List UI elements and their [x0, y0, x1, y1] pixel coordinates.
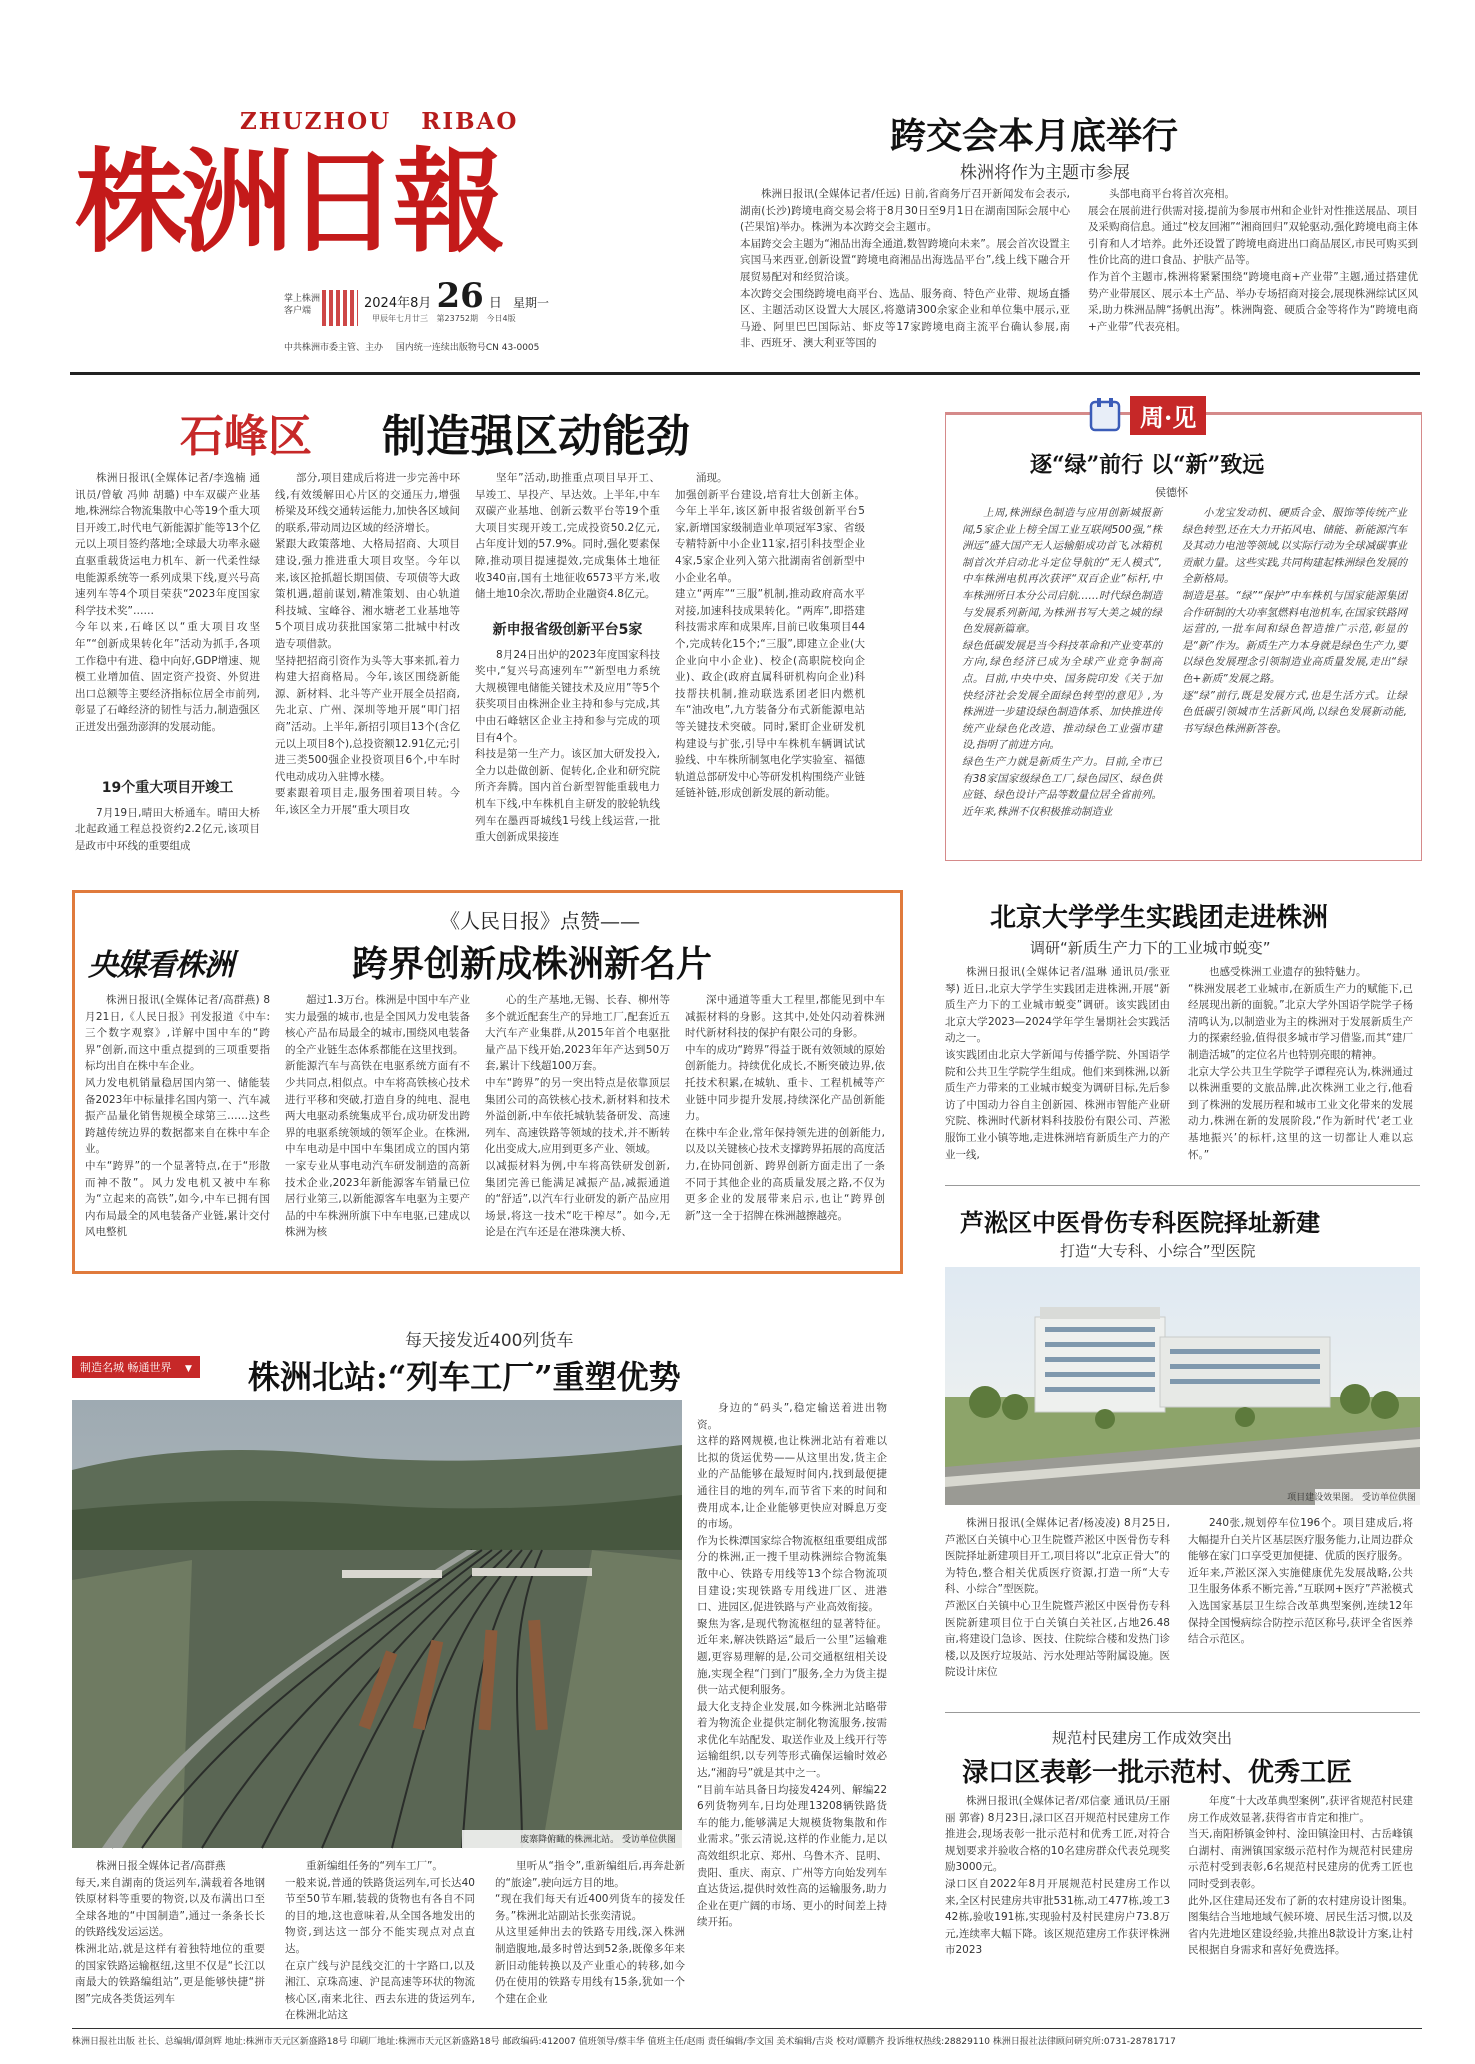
train-column-right [697, 1400, 887, 1929]
zhoujian-column-1 [962, 505, 1162, 845]
luokou-text-2: 年度“十大改革典型案例”,获评省规范村民建房工作成效显著,获得省市肯定和推广。 当天,南阳桥镇金钟村、淦田镇淦田村、古岳峰镇白湖村、南洲镇国家级示范村作为规范村民建房示范村受到表彰,6名规范村民建房的优秀工匠也同时受到表彰。 此外,区住建局还发布了新的农村建房设计图集。图集结合当地地域气候环境、居民生活习惯,以及省内先进地区建设经验,共推出8款设计方案,让村民根据自身需求和喜好免费选择。 [1188, 1795, 1413, 1957]
shifeng-text-4: 涌现。 加强创新平台建设,培育壮大创新主体。今年上半年,该区新申报省级创新平台5家,新增国家级制造业单项冠军3家、省级专精特新中小企业11家,招引科技型企业4家,5家企业列入第六批湖南省创新型中小企业名单。 建立“两库”“三服”机制,推动政府高水平对接,加速科技成果转化。“两库”,即搭建科技需求库和成果库,目前已收集项目44个,完成转化15个;“三服”,即建立企业(大企业向中小企业)、校企(高职院校向企业)、政企(政府直属科研机构向企业)科技帮扶机制,推动联选系团老旧内燃机车“油改电”,九方装备分布式新能源电站等关键技术突破。同时,紧盯企业研发机构建设与扩张,引导中车株机车辆调试试验线、中车株所制氢电化学实验室、福德轨道总部研发中心等研发机构围绕产业链延链补链,形成创新发展的新动能。 [675, 472, 865, 800]
pku-column-1 [945, 964, 1170, 1174]
hospital-rendering-image [945, 1267, 1420, 1505]
date-day: 26 [436, 276, 484, 316]
renmin-column-4 [685, 992, 885, 1257]
train-text-right: 身边的“码头”,稳定输送着进出物资。 这样的路网规模,也让株洲北站有着难以比拟的货运优势——从这里出发,货主企业的产品能够在最短时间内,找到最便捷通往目的地的列车,而节省下来的时间和费用成本,让企业能够更快应对瞬息万变的市场。 作为长株潭国家综合物流枢纽重要组成部分的株洲,正一搜千里动株洲综合物流集散中心、铁路专用线等13个综合物流项目建设;实现铁路专用线进厂区、进港口、进园区,促进铁路与产业高效衔接。 聚焦为客,是现代物流枢纽的显著特征。近年来,解决铁路运“最后一公里”运输难题,更容易理解的是,公司交通枢纽相关设施,实现全程“门到门”服务,全力为货主提供一站式便利服务。 最大化支持企业发展,如今株洲北站略带着为物流企业提供定制化物流服务,按需求优化车站配发、取送作业及上线开行等运输组织,以专列等形式确保运输时效必达,“湘韵号”就是其中之一。 “目前车站具备日均接发424列、解编226列货物列车,日均处理13208辆铁路货车的能力,能够满足大规模货物集散和作业需求。”张云清说,这样的作业能力,足以高效组织北京、郑州、乌鲁木齐、昆明、贵阳、重庆、南京、广州等方向始发列车直达货运,提供时效性高的运输服务,助力企业在更广阔的市场、更小的时间差上持续开拓。 [697, 1402, 887, 1929]
page-count: 今日4版 [486, 314, 516, 323]
shifeng-text-1: 株洲日报讯(全媒体记者/李逸楠 通讯员/曾敏 冯帅 胡璐) 中车双碳产业基地,株洲综合物流集散中心等19个重大项目开竣工,时代电气新能源扩能等13个亿元以上项目签约落地;全球最大功率永磁直驱重载货运电力机车、新一代柔性绿电能源系统等一系列成果下线,夏兴号高速列车等4个项目荣获“2023年度国家科学技术奖”…… 今年以来,石峰区以“重大项目攻坚年”“创新成果转化年”活动为抓手,各项工作稳中有进、稳中向好,GDP增速、规模工业增加值、固定资产投资、外贸进出口总额等主要经济指标位居全市前列,彰显了石峰经济的韧性与活力,制造强区正迸发出强劲澎湃的发展动能。 [75, 472, 260, 733]
lead-text-1: 株洲日报讯(全媒体记者/任远) 日前,省商务厅召开新闻发布会表示,湖南(长沙)跨境电商交易会将于8月30日至9月1日在湖南国际会展中心(芒果馆)举办。株洲为本次跨交会主题市。 本届跨交会主题为“湘品出海全通道,数智跨境向未来”。展会首次设置主宾国马来西亚,创新设置“跨境电商湘品出海选品平台”,线上线下融合开展贸易配对和经贸洽谈。 本次跨交会围绕跨境电商平台、选品、服务商、特色产业带、规场直播区、主题活动区设置大大展区,将邀请300余家企业和单位集中展示,亚马逊、阿里巴巴国际站、虾皮等17家跨境电商主流平台确认参展,南非、西班牙、澳大利亚等国的 [740, 188, 1070, 350]
renmin-logo: 央媒看株洲 [88, 948, 233, 983]
train-headline: 株洲北站:“列车工厂”重塑优势 [248, 1358, 681, 1396]
lead-headline: 跨交会本月底举行 [890, 115, 1179, 157]
luokou-column-2 [1188, 1793, 1413, 2018]
publisher: 中共株洲市委主管、主办 [284, 343, 384, 353]
zhoujian-text-1: 上周,株洲绿色制造与应用创新城报新闻,5家企业上榜全国工业互联网500强,“株洲远”盛大国产无人运输船成功首飞,冰箱机制首次并启动北斗定位导航的“无人模式”,中车株洲电机再次获评“双百企业”标杆,中车株洲所日本分公司启航……时代绿色制造与发展系列新闻,为株洲书写大美之城的绿色发展新篇章。 绿色低碳发展是当今科技革命和产业变革的方向,绿色经济已成为全球产业竞争制高点。目前,中央中央、国务院印发《关于加快经济社会发展全面绿色转型的意见》,为株洲进一步建设绿色制造体系、加快推进传统产业绿色化改造、推动绿色工业强市建设,指明了前进方向。 绿色生产力就是新质生产力。目前,全市已有38家国家级绿色工厂,绿色园区、绿色供应链、绿色设计产品等数量位居全省前列。近年来,株洲不仅积极推动制造业 [962, 507, 1162, 818]
shifeng-district: 石峰区 [180, 411, 312, 462]
railyard-photo-image [72, 1400, 682, 1848]
renmin-headline: 跨界创新成株洲新名片 [352, 943, 713, 985]
train-column-b3 [495, 1858, 685, 2018]
masthead-pinyin: ZHUZHOU RIBAO [240, 108, 519, 135]
masthead-rule [70, 372, 1420, 375]
train-kicker: 每天接发近400列货车 [405, 1331, 574, 1351]
zhoujian-icon [1088, 396, 1124, 434]
lead-column-2 [1088, 186, 1418, 366]
issue-meta [372, 313, 516, 324]
hospital-column-2 [1188, 1515, 1413, 1690]
train-text-b1: 株洲日报全媒体记者/高群燕 每天,来自湖南的货运列车,满载着各地钢铁原材料等重要的物资,以及布满出口至全球各地的“中国制造”,通过一条条长长的铁路线发运运送。 株洲北站,就是这样有着独特地位的重要的国家铁路运输枢纽,这里不仅是“长江以南最大的铁路编组站”,更是能够快捷“拼图”完成各类货运列车 [75, 1860, 265, 2005]
pku-column-2 [1188, 964, 1413, 1174]
qr-code [322, 290, 358, 326]
zhoujian-column-2 [1182, 505, 1407, 845]
issue-number: 第23752期 [436, 314, 478, 323]
shifeng-text-2: 部分,项目建成后将进一步完善中环线,有效缓解田心片区的交通压力,增强桥梁及环线交通转运能力,加快各区域间的联系,带动周边区域的经济增长。 紧跟大政策落地、大格局招商、大项目建设,强力推进重大项目攻坚。今年以来,该区抢抓超长期国债、专项债等大政策机遇,超前谋划,精准策划、由心轨道科技城、宝峰谷、湘水塘老工业基地等5个项目成功获批国家第二批城中村改造专项借款。 坚持把招商引资作为头等大事来抓,着力构建大招商格局。今年,该区围绕新能源、新材料、北斗等产业开展全员招商,先北京、广州、深圳等地开展“叩门招商”活动。上半年,新招引项目13个(含亿元以上项目8个),总投资额12.91亿元;引进三类500强企业投资项目6个,中车时代电动成功入驻博水楼。 要素跟着项目走,服务围着项目转。今年,该区全力开展“重大项目攻 [275, 472, 460, 816]
lead-text-2: 头部电商平台将首次亮相。 展会在展前进行供需对接,提前为参展市州和企业针对性推送展品、项目及采购商信息。通过“校友回湘”“湘商回归”双轮驱动,强化跨境电商主体引育和人才培养。此外还设置了跨境电商进出口商品展区,市民可购买到性价比高的进口食品、护肤产品等。 作为首个主题市,株洲将紧紧围绕“跨境电商+产业带”主题,通过搭建优势产业带展区、展示本土产品、举办专场招商对接会,展现株洲综试区风采,助力株洲品牌“扬帆出海”。株洲陶瓷、硬质合金等将作为“跨境电商+产业带”代表亮相。 [1088, 188, 1418, 333]
luokou-text-1: 株洲日报讯(全媒体记者/邓信豪 通讯员/王丽丽 郭睿) 8月23日,渌口区召开规范村民建房工作推进会,现场表彰一批示范村和优秀工匠,对符合规划要求并验收合格的10名建房群众代表兑现奖励3000元。 渌口区自2022年8月开展规范村民建房工作以来,全区村民建房共审批531栋,动工477栋,竣工342栋,验收191栋,实现验村及村民建房户73.8万元,连续率大幅下降。该区规范建房工作获评株洲市2023 [945, 1795, 1170, 1957]
zhoujian-headline: 逐“绿”前行 以“新”致远 [1030, 452, 1265, 478]
renmin-tagline: 《人民日报》点赞—— [440, 909, 640, 933]
footer-info: 株洲日报社出版 社长、总编辑/谭剑辉 地址:株洲市天元区新盛路18号 印刷厂地址:株洲市天元区新盛路18号 邮政编码:412007 值班领导/蔡丰华 值班主任/赵雨 责任编辑/李文国 美术编辑/吉炎 校对/谭鹏齐 投诉维权热线:28829110 株洲日报社法律顾问研究所:0731-28781717 [72, 2037, 1176, 2047]
train-tag [72, 1356, 200, 1378]
train-text-b2: 重新编组任务的“列车工厂”。 一般来说,普通的铁路货运列车,可长达40节至50节车厢,装载的货物也有各自不同的目的地,这也意味着,从全国各地发出的物资,到达这一部分不能实现点对点直达。 在京广线与沪昆线交汇的十字路口,以及湘江、京珠高速、沪昆高速等环状的物流核心区,南来北往、西去东进的货运列车,在株洲北站这 [285, 1860, 475, 2022]
renmin-text-1: 株洲日报讯(全媒体记者/高群燕) 8月21日,《人民日报》刊发报道《中车:三个数字观察》,详解中国中车的“跨界”创新,而这中重点提到的三项重要指标均出自在株中车企业。 风力发电机销量稳居国内第一、储能装备2023年中标量排名国内第一、汽车减振产品量化销售规模全球第三……这些跨越传统边界的数据都来自在株中车企业。 中车“跨界”的一个显著特点,在于“形散而神不散”。风力发电机又被中车称为“立起来的高铁”,如今,中车已拥有国内布局最全的风电装备产业链,累计交付风电整机 [85, 994, 270, 1239]
hospital-text-1: 株洲日报讯(全媒体记者/杨凌凌) 8月25日,芦淞区白关镇中心卫生院暨芦淞区中医骨伤专科医院择址新建项目开工,项目将以“北京正骨大”的为特色,整合相关优质医疗资源,打造一所“大专科、小综合”型医院。 芦淞区白关镇中心卫生院暨芦淞区中医骨伤专科医院新建项目位于白关镇白关社区,占地26.48亩,将建设门急诊、医技、住院综合楼和发热门诊楼,以及医疗垃圾站、污水处理站等附属设施。医院设计床位 [945, 1517, 1170, 1679]
hospital-rule [945, 1712, 1420, 1713]
train-tag-label: 制造名城 畅通世界 [80, 1361, 172, 1374]
app-label: 掌上株洲 客户端 [284, 294, 321, 316]
shifeng-text-3: 坚年”活动,助推重点项目早开工、早竣工、早投产、早达效。上半年,中车双碳产业基地、创新云数平台等19个重大项目实现开竣工,完成投资50.2亿元,占年度计划的57.9%。同时,强化要素保障,推动项目提速提效,完成集体土地征收340亩,国有土地征收6573平方米,收储土地10余次,帮助企业融资4.8亿元。 [475, 472, 660, 601]
railyard-photo [72, 1400, 682, 1848]
shifeng-subhead-2: 新申报省级创新平台5家 [492, 622, 643, 638]
luokou-column-1 [945, 1793, 1170, 2018]
shifeng-column-1 [75, 470, 260, 870]
lead-column-1 [740, 186, 1070, 366]
publisher-line [284, 340, 539, 353]
date-unit: 日 [488, 296, 502, 311]
shifeng-column-3 [475, 470, 660, 870]
issue-date [364, 276, 549, 316]
pku-subhead: 调研“新质生产力下的工业城市蜕变” [1030, 939, 1271, 957]
luokou-kicker: 规范村民建房工作成效突出 [1052, 1729, 1233, 1747]
pku-text-2: 也感受株洲工业遗存的独特魅力。 “株洲发展老工业城市,在新质生产力的赋能下,已经展现出新的面貌。”北京大学外国语学院学子杨清鸣认为,以制造业为主的株洲对于发展新质生产力的探索经验,值得很多城市学习借鉴,而其“建厂制造活城”的定位名片也特别亮眼的精神。 北京大学公共卫生学院学子谭程亮认为,株洲通过以株洲重要的文旅品牌,此次株洲工业之行,他看到了株洲的发展历程和城市工业文化带来的发展动力,株洲在新的发展阶段,“作为新时代‘老工业基地振兴’的标杆,这里的这一切都让人难以忘怀。” [1188, 966, 1413, 1161]
hospital-headline: 芦淞区中医骨伤专科医院择址新建 [960, 1208, 1320, 1237]
zhoujian-badge: 周·见 [1130, 396, 1206, 435]
hospital-subhead: 打造“大专科、小综合”型医院 [1060, 1242, 1256, 1260]
pku-headline: 北京大学学生实践团走进株洲 [990, 903, 1329, 933]
hospital-column-1 [945, 1515, 1170, 1690]
date-year-month: 2024年8月 [364, 296, 432, 311]
train-column-b2 [285, 1858, 475, 2022]
renmin-column-2 [285, 992, 470, 1257]
hospital-caption: 项目建设效果图。 受访单位供图 [1287, 1493, 1416, 1503]
cn-number: 国内统一连续出版物号CN 43-0005 [395, 343, 540, 353]
zhoujian-author: 侯德怀 [1155, 486, 1188, 499]
renmin-column-3 [485, 992, 670, 1257]
pku-text-1: 株洲日报讯(全媒体记者/温琳 通讯员/张亚琴) 近日,北京大学学生实践团走进株洲,开展“新质生产力下的工业城市蜕变”调研。该实践团由北京大学2023—2024学年学生暑期社会实践活动之一。 该实践团由北京大学新闻与传播学院、外国语学院和公共卫生学院学生组成。他们来到株洲,以新质生产力带来的工业城市蜕变为调研目标,先后参访了中国动力谷自主创新园、株洲市智能产业研究院、株洲时代新材料科技股份有限公司、芦淞服饰工业小镇等地,走进株洲培育新质生产力的产业一线, [945, 966, 1170, 1161]
renmin-column-1 [85, 992, 270, 1257]
shifeng-subhead-1: 19个重大项目开竣工 [101, 780, 234, 796]
chevron-down-icon: ▼ [185, 1364, 192, 1374]
train-text-b3: 里听从“指令”,重新编组后,再奔赴新的“旅途”,驶向远方目的地。 “现在我们每天有近400列货车的接发任务。”株洲北站副站长张奕清说。 从这里延伸出去的铁路专用线,深入株洲制造腹地,最多时曾达到52条,既像多年来新旧动能转换以及产业重心的转移,如今仍在使用的铁路专用线有15条,犹如一个个建在企业 [495, 1860, 685, 2005]
hospital-rendering [945, 1267, 1420, 1505]
lead-subhead: 株洲将作为主题市参展 [960, 163, 1130, 183]
renmin-text-4: 深中通道等重大工程里,都能见到中车减振材料的身影。这其中,处处闪动着株洲时代新材科技的保护有限公司的身影。 中车的成功“跨界”得益于既有效领域的原始创新能力。持续优化成长,不断突破边界,依托技术积累,在城轨、重卡、工程机械等产业链中同步提升发展,持续深化产品创新能力。 在株中车企业,常年保持领先进的创新能力,以及以关键核心技术支撑跨界拓展的高度活力,在协同创新、跨界创新方面走出了一条不同于其他企业的高质量发展之路,不仅为更多企业的发展带来启示,也让“跨界创新”这一全于招牌在株洲越擦越亮。 [685, 994, 885, 1222]
railyard-caption: 废寨降俯瞰的株洲北站。 受访单位供图 [520, 1835, 676, 1845]
hospital-text-2: 240张,规划停车位196个。项目建成后,将大幅提升白关片区基层医疗服务能力,让周边群众能够在家门口享受更加便捷、优质的医疗服务。 近年来,芦淞区深入实施健康优先发展战略,公共卫生服务体系不断完善,“互联网+医疗”芦淞模式入选国家基层卫生综合改革典型案例,连续12年保持全国慢病综合防控示范区称号,获评全省医养结合示范区。 [1188, 1517, 1413, 1646]
lunar-date: 甲辰年七月廿三 [372, 314, 428, 323]
shifeng-column-2 [275, 470, 460, 870]
calendar-icon [1088, 396, 1124, 434]
shifeng-text-1b: 7月19日,晴田大桥通车。晴田大桥北起政通工程总投资约2.2亿元,该项目是政市中环线的重要组成 [75, 806, 260, 852]
weekday: 星期一 [512, 296, 549, 310]
shifeng-column-4 [675, 470, 865, 870]
luokou-headline: 渌口区表彰一批示范村、优秀工匠 [962, 1758, 1353, 1788]
renmin-text-2: 超过1.3万台。株洲是中国中车产业实力最强的城市,也是全国风力发电装备核心产品布局最全的城市,围绕风电装备的全产业链生态体系都能在这里找到。 新能源汽车与高铁在电驱系统方面有不少共同点,相似点。中车将高铁核心技术进行平移和突破,打造自身的纯电、混电两大电驱动系统集成平台,成功研发出跨界的电驱系统领域的领军企业。在株洲,中车电动是中国中车集团成立的国内第一家专业从事电动汽车研发制造的高新技术企业,2023年新能源客车销量已位居行业第三,以新能源客车电驱为主要产品的中车株洲所旗下中车电驱,已建成以株洲为核 [285, 994, 470, 1239]
shifeng-headline: 制造强区动能劲 [382, 411, 690, 462]
shifeng-text-3b: 8月24日出炉的2023年度国家科技奖中,“复兴号高速列车”“新型电力系统大规模锂电储能关键技术及应用”等5个获奖项目由株洲企业主持和参与完成,其中由石峰辖区企业主持和参与完成的项目有4个。 科技是第一生产力。该区加大研发投入,全力以赴做创新、促转化,企业和研究院所齐奔腾。国内首台新型智能重载电力机车下线,中车株机自主研发的胶轮轨线列车在墨西哥城线1号线上线运营,一批重大创新成果接连 [475, 648, 660, 844]
renmin-text-3: 心的生产基地,无锡、长春、柳州等多个就近配套生产的异地工厂,配套近五大汽车产业集群,从2015年首个电驱批量产品下线开始,2023年年产达到50万套,累计下线超100万套。 中车“跨界”的另一突出特点是依靠顶层集团公司的高铁核心技术,新材料和技术外溢创新,中车依托城轨装备研发、高速列车、高速铁路等领域的技术,并不断转化出变成大,应用到更多产业、领域。 以减振材料为例,中车将高铁研发创新,集团完善已能满足减振产品,减振通道的“舒适”,以汽车行业研发的新产品应用场景,将这一技术“吃干榨尽”。如今,无论是在汽车还是在港珠澳大桥、 [485, 994, 670, 1239]
footer-rule [72, 2028, 1422, 2029]
pku-rule [945, 1185, 1420, 1186]
train-column-b1 [75, 1858, 265, 2018]
zhoujian-text-2: 小龙宝发动机、硬质合金、服饰等传统产业绿色转型,还在大力开拓风电、储能、新能源汽车及其动力电池等领域,以实际行动为全球减碳事业贡献力量。这些实践,共同构建起株洲绿色发展的全新格局。 制造是基。“绿”“保护”中车株机与国家能源集团合作研制的大功率氢燃料电池机车,在国家铁路网运营的,一批车间和绿色智造推广示范,彰显的是“新”作为。新质生产力本身就是绿色生产力,要以绿色发展理念引领制造业高质量发展,走出“绿色+新质”发展之路。 逐“绿”前行,既是发展方式,也是生活方式。让绿色低碳引领城市生活新风尚,以绿色发展新动能,书写绿色株洲新答卷。 [1182, 507, 1407, 735]
masthead-logo: 株洲日報 [75, 137, 499, 268]
